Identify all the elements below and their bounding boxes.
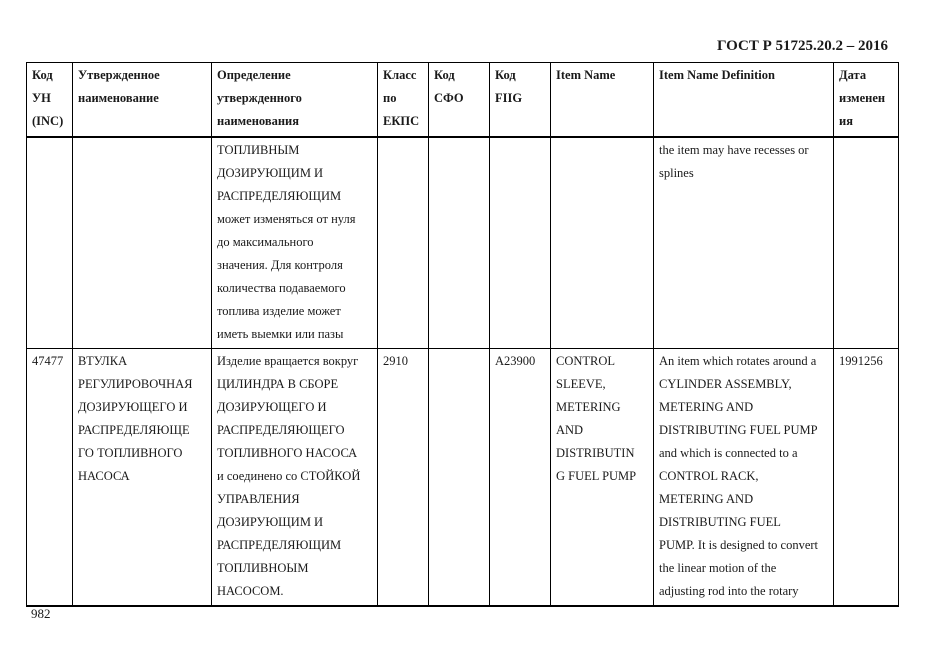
table-header-row — [27, 63, 899, 138]
cell-change-date: 1991256 — [834, 349, 899, 607]
header-definition: Определение утвержденного наименования — [212, 63, 378, 138]
cell-inc — [27, 137, 73, 349]
cell-item-name — [551, 137, 654, 349]
cell-sfo — [429, 137, 490, 349]
header-inc: Код УН (INC) — [27, 63, 73, 138]
document-header-title: ГОСТ Р 51725.20.2 – 2016 — [716, 38, 888, 54]
cell-approved-name — [73, 137, 212, 349]
cell-item-name-definition: the item may have recesses or splines — [654, 137, 834, 349]
page-number: 982 — [31, 606, 51, 621]
cell-item-name-definition: An item which rotates around a CYLINDER ASSEMBLY, METERING AND DISTRIBUTING FUEL PUMP and which is connected to a CONTROL RACK, METERING AND DISTRIBUTING FUEL PUMP. It is designed to convert the linear motion of the adjusting rod into the rotary — [654, 349, 834, 607]
header-item-name-definition: Item Name Definition — [654, 63, 834, 138]
cell-class — [378, 137, 429, 349]
cell-sfo — [429, 349, 490, 607]
header-approved-name: Утвержденное наименование — [73, 63, 212, 138]
cell-definition: ТОПЛИВНЫМ ДОЗИРУЮЩИМ И РАСПРЕДЕЛЯЮЩИМ может изменяться от нуля до максимального значения. Для контроля количества подаваемого топлива изделие может иметь выемки или пазы — [212, 137, 378, 349]
cell-fiig: A23900 — [490, 349, 551, 607]
header-class: Класс по ЕКПС — [378, 63, 429, 138]
header-sfo: Код СФО — [429, 63, 490, 138]
cell-class: 2910 — [378, 349, 429, 607]
header-item-name: Item Name — [551, 63, 654, 138]
table-row — [27, 137, 899, 349]
header-change-date: Дата изменен ия — [834, 63, 899, 138]
table-row — [27, 349, 899, 607]
catalog-table — [26, 62, 899, 607]
cell-approved-name: ВТУЛКА РЕГУЛИРОВОЧНАЯ ДОЗИРУЮЩЕГО И РАСПРЕДЕЛЯЮЩЕ ГО ТОПЛИВНОГО НАСОСА — [73, 349, 212, 607]
cell-fiig — [490, 137, 551, 349]
cell-inc: 47477 — [27, 349, 73, 607]
cell-definition: Изделие вращается вокруг ЦИЛИНДРА В СБОРЕ ДОЗИРУЮЩЕГО И РАСПРЕДЕЛЯЮЩЕГО ТОПЛИВНОГО НАСОСА и соединено со СТОЙКОЙ УПРАВЛЕНИЯ ДОЗИРУЮЩИМ И РАСПРЕДЕЛЯЮЩИМ ТОПЛИВНОЫМ НАСОСОМ. — [212, 349, 378, 607]
cell-change-date — [834, 137, 899, 349]
cell-item-name: CONTROL SLEEVE, METERING AND DISTRIBUTIN G FUEL PUMP — [551, 349, 654, 607]
header-fiig: Код FIIG — [490, 63, 551, 138]
